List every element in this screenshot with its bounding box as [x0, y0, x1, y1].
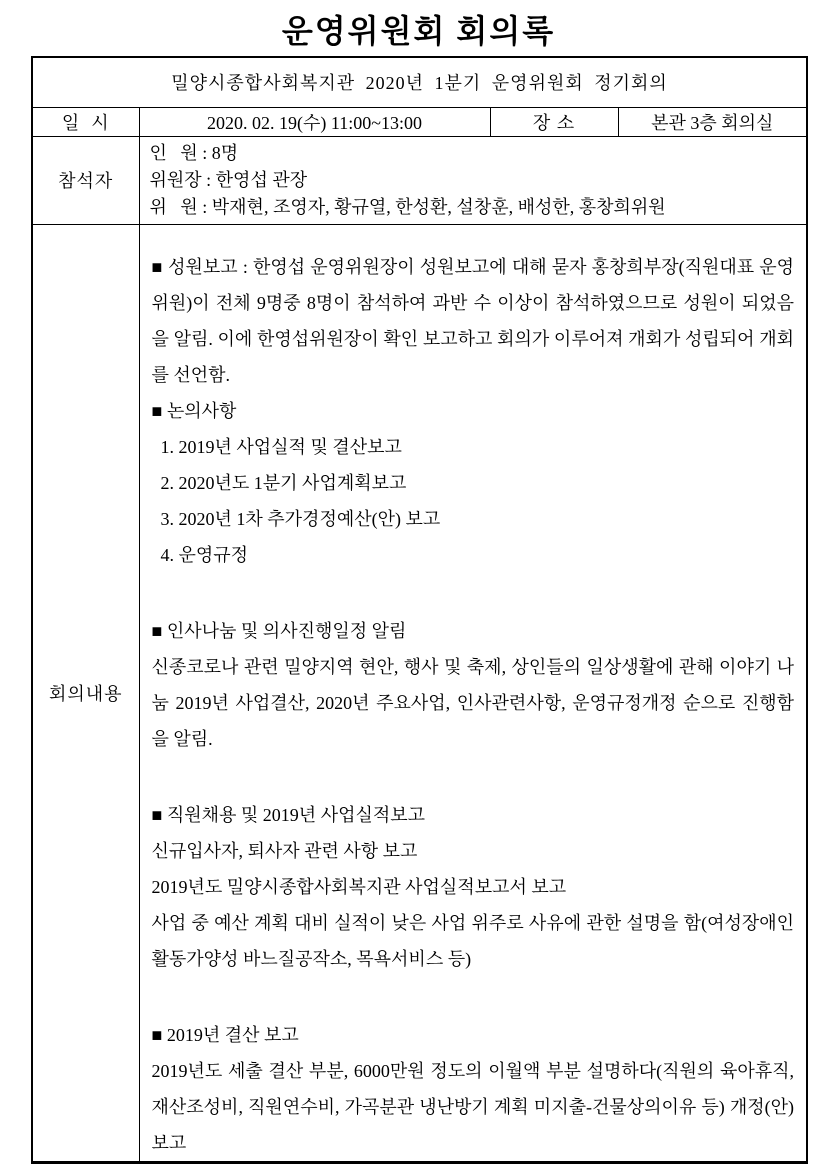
minutes-block-para: 2019년도 세출 결산 부분, 6000만원 정도의 이월액 부분 설명하다(직원의 육아휴직, 재산조성비, 직원연수비, 가곡분관 냉난방기 계획 미지출-건물상의이유 등) 개정(안) 보고 [151, 1060, 795, 1153]
attendees-count-line: 인 원 : 8명 [149, 142, 239, 163]
minutes-block-item: 2. 2020년도 1분기 사업계획보고 [160, 472, 407, 493]
minutes-block-heading-gap: ■ 2019년 결산 보고 [151, 1024, 299, 1045]
minutes-label: 회의내용 [32, 224, 139, 1162]
minutes-block-para: ■ 성원보고 : 한영섭 운영위원장이 성원보고에 대해 묻자 홍창희부장(직원대표 운영위원)이 전체 9명중 8명이 참석하여 과반 수 이상이 참석하였으므로 성원이 되었음을 알림. 이에 한영섭위원장이 확인 보고하고 회의가 이루어져 개회가 성립되어 개회를 선언함. [151, 256, 795, 385]
minutes-content [139, 224, 807, 1162]
datetime-label: 일 시 [32, 107, 139, 136]
datetime-place-row [32, 107, 807, 136]
minutes-block-item: 3. 2020년 1차 추가경정예산(안) 보고 [160, 508, 441, 529]
attendees-label: 참석자 [32, 136, 139, 224]
document-title: 운영위원회 회의록 [281, 13, 556, 49]
attendees-content [139, 136, 807, 224]
minutes-block-heading-gap: ■ 직원채용 및 2019년 사업실적보고 [151, 804, 426, 825]
minutes-block-para: 사업 중 예산 계획 대비 실적이 낮은 사업 위주로 사유에 관한 설명을 함(여성장애인활동가양성 바느질공작소, 목욕서비스 등) [151, 912, 795, 969]
minutes-block-item: 4. 운영규정 [160, 544, 249, 565]
minutes-block-para: 2019년도 밀양시종합사회복지관 사업실적보고서 보고 [151, 876, 567, 897]
minutes-row [32, 224, 807, 1162]
datetime-value: 2020. 02. 19(수) 11:00~13:00 [139, 107, 490, 136]
minutes-block-heading: ■ 논의사항 [151, 400, 237, 421]
place-label: 장 소 [490, 107, 618, 136]
attendees-row [32, 136, 807, 224]
attendees-chair-line: 위원장 : 한영섭 관장 [149, 169, 308, 190]
minutes-block-item: 1. 2019년 사업실적 및 결산보고 [160, 436, 402, 457]
meeting-minutes-table [31, 56, 808, 1164]
place-value: 본관 3층 회의실 [618, 107, 807, 136]
minutes-block-para: 신규입사자, 퇴사자 관련 사항 보고 [151, 840, 418, 861]
table-header-row [32, 57, 807, 107]
minutes-block-para: 신종코로나 관련 밀양지역 현안, 행사 및 축제, 상인들의 일상생활에 관해 이야기 나눔 2019년 사업결산, 2020년 주요사업, 인사관련사항, 운영규정개정 순으로 진행함을 알림. [151, 656, 795, 749]
minutes-block-heading-gap: ■ 인사나눔 및 의사진행일정 알림 [151, 620, 407, 641]
attendees-members-line: 위 원 : 박재현, 조영자, 황규열, 한성환, 설창훈, 배성한, 홍창희위원 [149, 196, 666, 217]
meeting-title-cell: 밀양시종합사회복지관 2020년 1분기 운영위원회 정기회의 [32, 57, 807, 107]
